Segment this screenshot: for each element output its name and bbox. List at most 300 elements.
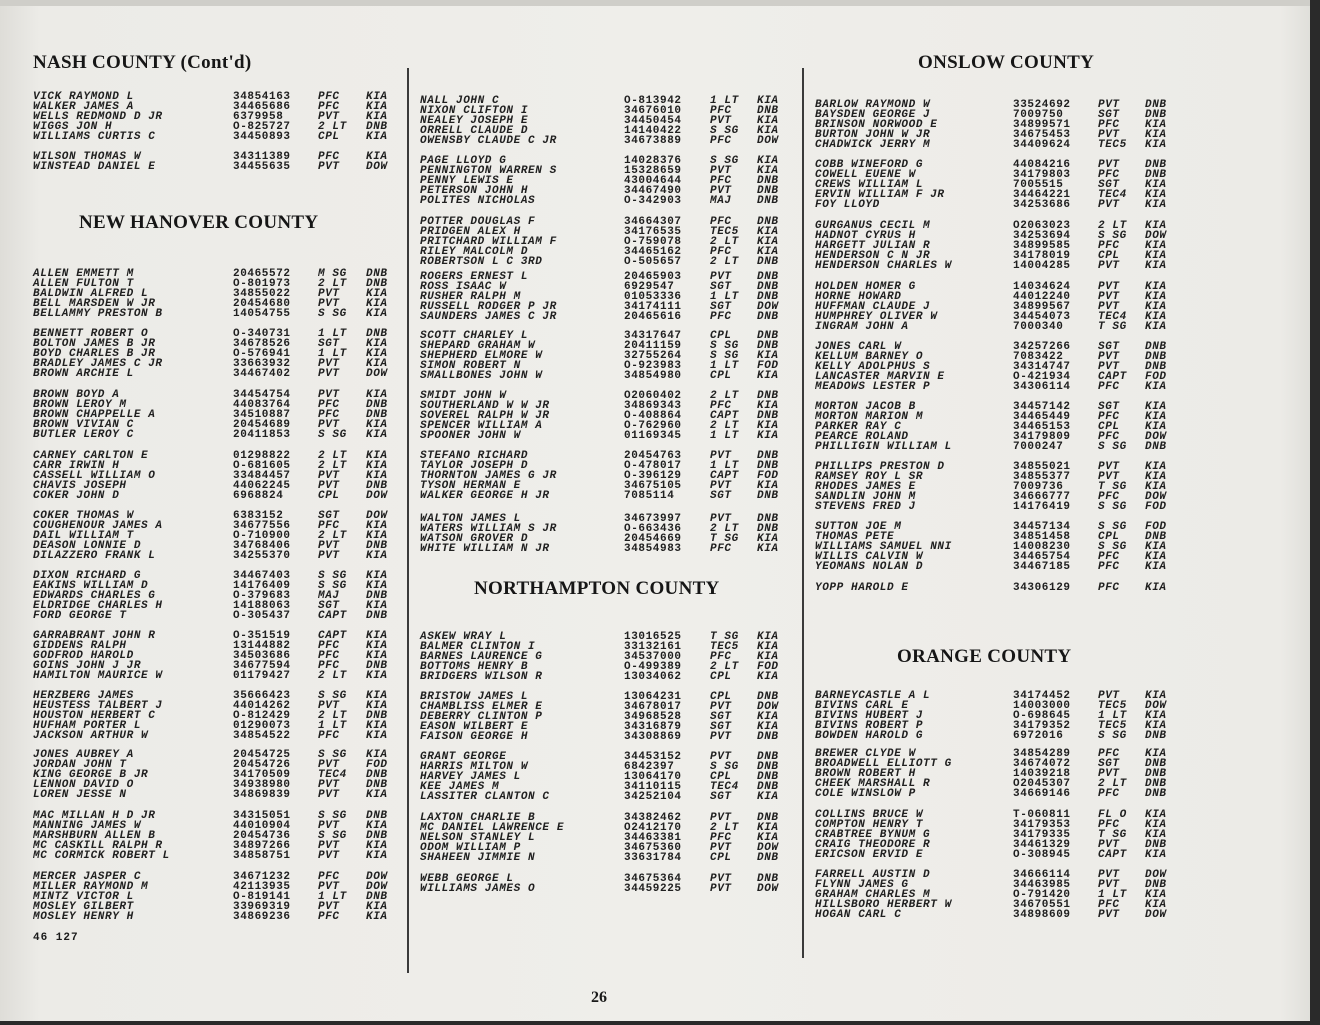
casualty-name: PARKER RAY C [815, 421, 902, 434]
status-code: FOD [757, 661, 779, 674]
serial-number: 34854522 [233, 730, 291, 743]
rank: PFC [710, 246, 732, 259]
casualty-row [815, 583, 1180, 593]
rank: TEC4 [318, 769, 347, 782]
rank: S SG [710, 761, 739, 774]
rank: 2 LT [710, 420, 739, 433]
status-code: KIA [1145, 849, 1167, 862]
serial-number: O-576941 [233, 348, 291, 361]
casualty-name: BROWN ARCHIE L [33, 368, 134, 381]
serial-number: 34306114 [1013, 381, 1071, 394]
status-code: KIA [366, 580, 388, 593]
serial-number: 14028376 [624, 155, 682, 167]
rank: PVT [1098, 99, 1120, 111]
status-code: DNB [1145, 109, 1167, 122]
casualty-name: OWENSBY CLAUDE C JR [420, 135, 557, 148]
page-number: 26 [591, 989, 607, 1006]
serial-number: 34968528 [624, 711, 682, 724]
serial-number: 14008230 [1013, 541, 1071, 554]
casualty-name: POLITES NICHOLAS [420, 195, 536, 208]
serial-number: 7000247 [1013, 441, 1064, 454]
rank: SGT [710, 791, 732, 804]
rank: 1 LT [318, 720, 347, 733]
status-code: DNB [366, 540, 388, 553]
serial-number: 34465754 [1013, 551, 1071, 564]
casualty-name: VICK RAYMOND L [33, 91, 134, 103]
rank: CPL [710, 330, 732, 342]
entry-group [815, 160, 1180, 210]
serial-number: 34409624 [1013, 139, 1071, 152]
casualty-name: RHODES JAMES E [815, 481, 916, 494]
entry-group [33, 329, 398, 379]
rank: PVT [1098, 471, 1120, 484]
casualty-name: BURTON JOHN W JR [815, 129, 931, 142]
casualty-name: PETERSON JOHN H [420, 185, 529, 198]
casualty-row [420, 196, 790, 206]
entry-group [33, 92, 398, 142]
rank: 2 LT [318, 278, 347, 291]
serial-number: O-342903 [624, 195, 682, 208]
casualty-name: BOWDEN HAROLD G [815, 730, 924, 743]
status-code: KIA [1145, 321, 1167, 334]
rank: PFC [1098, 788, 1120, 801]
rank: CAPT [1098, 849, 1127, 862]
casualty-name: SOVEREL RALPH W JR [420, 410, 550, 423]
status-code: DNB [366, 399, 388, 412]
rank: TEC5 [1098, 720, 1127, 733]
casualty-name: ROSS ISAAC W [420, 281, 507, 294]
casualty-name: WILLIAMS SAMUEL NNI [815, 541, 952, 554]
serial-number: 01290073 [233, 720, 291, 733]
casualty-name: PENNINGTON WARREN S [420, 165, 557, 178]
rank: S SG [318, 690, 347, 702]
rank: 1 LT [318, 348, 347, 361]
rank: PVT [318, 470, 340, 483]
entry-group [815, 100, 1180, 150]
casualty-name: BARNES LAURENCE G [420, 651, 543, 664]
entry-group [420, 813, 790, 863]
rank: 2 LT [318, 121, 347, 134]
status-code: DNB [1145, 169, 1167, 182]
casualty-name: PEARCE ROLAND [815, 431, 909, 444]
casualty-name: CRAIG THEODORE R [815, 839, 931, 852]
serial-number: 32755264 [624, 350, 682, 363]
serial-number: 34170509 [233, 769, 291, 782]
casualty-name: SPOONER JOHN W [420, 430, 521, 443]
casualty-row [815, 322, 1180, 332]
casualty-name: MERCER JASPER C [33, 871, 142, 883]
status-code: DNB [757, 195, 779, 208]
casualty-row [33, 309, 398, 319]
casualty-name: HOUSTON HERBERT C [33, 710, 156, 723]
rank: PVT [318, 540, 340, 553]
serial-number: 34670551 [1013, 899, 1071, 912]
casualty-name: SANDLIN JOHN M [815, 491, 916, 504]
serial-number: 34669146 [1013, 788, 1071, 801]
serial-number: O-819141 [233, 891, 291, 904]
status-code: FOD [757, 360, 779, 373]
status-code: KIA [757, 631, 779, 643]
status-code: KIA [757, 711, 779, 724]
status-code: KIA [757, 533, 779, 546]
rank: PVT [710, 271, 732, 283]
rank: S SG [1098, 541, 1127, 554]
rank: CPL [710, 852, 732, 865]
rank: 2 LT [710, 256, 739, 269]
serial-number: 14034624 [1013, 281, 1071, 293]
casualty-name: RAMSEY ROY L SR [815, 471, 924, 484]
serial-number: 33663932 [233, 358, 291, 371]
rank: CPL [318, 131, 340, 144]
serial-number: 33132161 [624, 641, 682, 654]
casualty-name: WALKER JAMES A [33, 101, 134, 114]
casualty-name: SHEPARD GRAHAM W [420, 340, 536, 353]
serial-number: 34467403 [233, 570, 291, 582]
entry-group [815, 749, 1180, 799]
status-code: KIA [1145, 401, 1167, 413]
status-code: KIA [366, 901, 388, 914]
status-code: DOW [1145, 869, 1167, 881]
serial-number: 34899571 [1013, 119, 1071, 132]
entry-group [815, 691, 1180, 741]
serial-number: 34450454 [624, 115, 682, 128]
serial-number: 34674072 [1013, 758, 1071, 771]
rank: PFC [318, 871, 340, 883]
rank: SGT [710, 711, 732, 724]
serial-number: 34454073 [1013, 311, 1071, 324]
rank: TEC4 [1098, 189, 1127, 202]
casualty-name: HOLDEN HOMER G [815, 281, 916, 293]
serial-number: 34854983 [624, 543, 682, 556]
rank: PVT [1098, 768, 1120, 781]
rank: PVT [318, 161, 340, 174]
status-code: DNB [1145, 531, 1167, 544]
casualty-name: INGRAM JOHN A [815, 321, 909, 334]
casualty-name: HARRIS MILTON W [420, 761, 529, 774]
serial-number: 34898609 [1013, 909, 1071, 922]
status-code: DNB [1145, 441, 1167, 454]
casualty-row [33, 162, 398, 172]
status-code: DNB [757, 460, 779, 473]
casualty-name: BELL MARSDEN W JR [33, 298, 156, 311]
rank: MAJ [318, 590, 340, 603]
status-code: DOW [366, 510, 388, 522]
casualty-name: SMALLBONES JOHN W [420, 370, 543, 383]
rank: CPL [318, 490, 340, 503]
status-code: KIA [366, 650, 388, 663]
serial-number: 34678017 [624, 701, 682, 714]
casualty-name: MOSLEY HENRY H [33, 911, 134, 924]
casualty-row [420, 732, 790, 742]
status-code: KIA [1145, 220, 1167, 232]
status-code: DNB [366, 409, 388, 422]
rank: PVT [1098, 351, 1120, 364]
serial-number: 15328659 [624, 165, 682, 178]
casualty-name: THOMAS PETE [815, 531, 895, 544]
serial-number: 34869236 [233, 911, 291, 924]
status-code: KIA [366, 450, 388, 462]
rank: SGT [1098, 758, 1120, 771]
serial-number: 34179353 [1013, 819, 1071, 832]
serial-number: O-791420 [1013, 889, 1071, 902]
casualty-name: MEADOWS LESTER P [815, 381, 931, 394]
serial-number: 34510887 [233, 409, 291, 422]
status-code: KIA [1145, 411, 1167, 424]
rank: PFC [318, 730, 340, 743]
rank: MAJ [710, 195, 732, 208]
status-code: DOW [757, 701, 779, 714]
casualty-name: BROADWELL ELLIOTT G [815, 758, 952, 771]
serial-number: 20454736 [233, 830, 291, 843]
casualty-name: EDWARDS CHARLES G [33, 590, 156, 603]
casualty-name: BOLTON JAMES B JR [33, 338, 156, 351]
casualty-row [33, 912, 398, 922]
rank: PVT [318, 550, 340, 563]
rank: PVT [710, 165, 732, 178]
casualty-row [815, 502, 1180, 512]
rank: 2 LT [710, 822, 739, 835]
rank: PVT [710, 450, 732, 462]
casualty-row [420, 491, 790, 501]
serial-number: 34179335 [1013, 829, 1071, 842]
status-code: DNB [366, 590, 388, 603]
rank: SGT [1098, 179, 1120, 192]
casualty-name: CHEEK MARSHALL R [815, 778, 931, 791]
status-code: KIA [1145, 381, 1167, 394]
status-code: KIA [1145, 829, 1167, 842]
county-heading: NEW HANOVER COUNTY [79, 212, 319, 233]
rank: S SG [710, 155, 739, 167]
casualty-name: BROWN BOYD A [33, 389, 120, 401]
casualty-name: COUGHENOUR JAMES A [33, 520, 163, 533]
scan-edge-right [1310, 0, 1320, 1025]
entry-group [815, 583, 1180, 593]
status-code: KIA [1145, 311, 1167, 324]
casualty-name: BIVINS ROBERT P [815, 720, 924, 733]
rank: PFC [1098, 582, 1120, 594]
casualty-name: MOSLEY GILBERT [33, 901, 134, 914]
rank: T SG [710, 631, 739, 643]
status-code: KIA [366, 911, 388, 924]
entry-group [420, 632, 790, 682]
serial-number: 7085114 [624, 490, 675, 503]
rank: S SG [318, 749, 347, 761]
casualty-name: NELSON STANLEY L [420, 832, 536, 845]
casualty-row [33, 132, 398, 142]
rank: PVT [1098, 839, 1120, 852]
status-code: KIA [1145, 541, 1167, 554]
status-code: KIA [1145, 481, 1167, 494]
casualty-name: ERICSON ERVID E [815, 849, 924, 862]
casualty-name: PRIDGEN ALEX H [420, 226, 521, 239]
status-code: KIA [1145, 690, 1167, 702]
casualty-name: BAYSDEN GEORGE J [815, 109, 931, 122]
rank: S SG [318, 429, 347, 442]
serial-number: 34854289 [1013, 748, 1071, 760]
casualty-row [815, 562, 1180, 572]
casualty-name: SIMON ROBERT N [420, 360, 521, 373]
scan-edge-top [0, 0, 1320, 6]
casualty-name: COLE WINSLOW P [815, 788, 916, 801]
serial-number: 42113935 [233, 881, 291, 894]
serial-number: 34255370 [233, 550, 291, 563]
serial-number: 34851458 [1013, 531, 1071, 544]
casualty-name: BRADLEY JAMES C JR [33, 358, 163, 371]
rank: PFC [318, 409, 340, 422]
serial-number: 34465153 [1013, 421, 1071, 434]
status-code: DNB [1145, 879, 1167, 892]
rank: S SG [710, 350, 739, 363]
casualty-row [420, 672, 790, 682]
casualty-name: MORTON MARION M [815, 411, 924, 424]
casualty-row [815, 140, 1180, 150]
serial-number: 34317647 [624, 330, 682, 342]
casualty-name: SAUNDERS JAMES C JR [420, 311, 557, 324]
status-code: DNB [1145, 361, 1167, 374]
casualty-name: BOTTOMS HENRY B [420, 661, 529, 674]
entry-group [420, 331, 790, 381]
rank: PFC [710, 832, 732, 845]
serial-number: 34453152 [624, 751, 682, 763]
casualty-name: ERVIN WILLIAM F JR [815, 189, 945, 202]
casualty-name: EAKINS WILLIAM D [33, 580, 149, 593]
status-code: DOW [1145, 230, 1167, 243]
rank: PFC [1098, 411, 1120, 424]
casualty-name: DEASON LONNIE D [33, 540, 142, 553]
entry-group [33, 390, 398, 440]
status-code: KIA [757, 430, 779, 443]
casualty-name: CREWS WILLIAM L [815, 179, 924, 192]
entry-group [420, 692, 790, 742]
status-code: DNB [757, 271, 779, 283]
status-code: DNB [757, 330, 779, 342]
status-code: DNB [757, 761, 779, 774]
serial-number: 34174452 [1013, 690, 1071, 702]
entry-group [420, 514, 790, 554]
serial-number: 7005515 [1013, 179, 1064, 192]
status-code: DNB [757, 450, 779, 462]
serial-number: O-663436 [624, 523, 682, 536]
casualty-name: WATERS WILLIAM S JR [420, 523, 557, 536]
serial-number: 34465686 [233, 101, 291, 114]
serial-number: 34315051 [233, 810, 291, 822]
status-code: DNB [757, 513, 779, 525]
rank: PFC [1098, 431, 1120, 444]
status-code: KIA [1145, 582, 1167, 594]
serial-number: 34676010 [624, 105, 682, 118]
rank: PVT [1098, 199, 1120, 212]
casualty-row [815, 442, 1180, 452]
entry-group [33, 691, 398, 741]
rank: CAPT [318, 630, 347, 642]
casualty-name: GURGANUS CECIL M [815, 220, 931, 232]
serial-number: 34461329 [1013, 839, 1071, 852]
casualty-name: SHAHEEN JIMMIE N [420, 852, 536, 865]
status-code: DNB [366, 769, 388, 782]
casualty-name: BIVINS CARL E [815, 700, 909, 713]
casualty-name: GARRABRANT JOHN R [33, 630, 156, 642]
entry-group [815, 462, 1180, 512]
rank: PFC [710, 311, 732, 324]
serial-number: 34677594 [233, 660, 291, 673]
rank: PFC [318, 91, 340, 103]
casualty-name: PENNY LEWIS E [420, 175, 514, 188]
casualty-row [420, 792, 790, 802]
serial-number: 14039218 [1013, 768, 1071, 781]
casualty-name: BRIDGERS WILSON R [420, 671, 543, 684]
rank: 2 LT [710, 390, 739, 402]
casualty-name: NALL JOHN C [420, 95, 500, 107]
status-code: DOW [1145, 491, 1167, 504]
casualty-name: FAISON GEORGE H [420, 731, 529, 744]
rank: PFC [1098, 119, 1120, 132]
rank: T SG [1098, 829, 1127, 842]
casualty-name: CHAMBLISS ELMER E [420, 701, 543, 714]
serial-number: 13034062 [624, 671, 682, 684]
casualty-name: DAIL WILLIAM T [33, 530, 134, 543]
serial-number: 34308869 [624, 731, 682, 744]
serial-number: 34450893 [233, 131, 291, 144]
status-code: KIA [1145, 119, 1167, 132]
status-code: KIA [366, 749, 388, 761]
casualty-name: HEUSTESS TALBERT J [33, 700, 163, 713]
status-code: DNB [366, 278, 388, 291]
casualty-name: GRAHAM CHARLES M [815, 889, 931, 902]
serial-number: O-710900 [233, 530, 291, 543]
casualty-name: MC CORMICK ROBERT L [33, 850, 170, 863]
serial-number: 34854980 [624, 370, 682, 383]
rank: PFC [318, 640, 340, 653]
status-code: FOD [1145, 371, 1167, 384]
status-code: KIA [366, 460, 388, 473]
casualty-name: BOYD CHARLES B JR [33, 348, 156, 361]
status-code: KIA [366, 288, 388, 301]
status-code: KIA [757, 350, 779, 363]
status-code: KIA [366, 630, 388, 642]
rank: CPL [1098, 421, 1120, 434]
serial-number: 34855022 [233, 288, 291, 301]
rank: PVT [318, 480, 340, 493]
casualty-name: CARNEY CARLTON E [33, 450, 149, 462]
serial-number: 14004285 [1013, 260, 1071, 273]
status-code: KIA [366, 389, 388, 401]
casualty-name: DILAZZERO FRANK L [33, 550, 156, 563]
status-code: KIA [1145, 250, 1167, 263]
rank: S SG [710, 340, 739, 353]
serial-number: 34899567 [1013, 301, 1071, 314]
entry-group [33, 511, 398, 561]
rank: PVT [1098, 879, 1120, 892]
serial-number: 34855377 [1013, 471, 1071, 484]
status-code: KIA [1145, 421, 1167, 434]
casualty-name: SUTTON JOE M [815, 521, 902, 533]
serial-number: 6379958 [233, 111, 284, 124]
serial-number: 34675360 [624, 842, 682, 855]
rank: PFC [710, 135, 732, 148]
status-code: KIA [366, 820, 388, 833]
status-code: KIA [757, 370, 779, 383]
serial-number: 44012240 [1013, 291, 1071, 304]
status-code: KIA [366, 789, 388, 802]
rank: PVT [710, 873, 732, 885]
status-code: KIA [366, 690, 388, 702]
serial-number: O-801973 [233, 278, 291, 291]
casualty-name: HILLSBORO HERBERT W [815, 899, 952, 912]
status-code: KIA [1145, 748, 1167, 760]
casualty-name: KING GEORGE B JR [33, 769, 149, 782]
serial-number: 7083422 [1013, 351, 1064, 364]
rank: SGT [710, 281, 732, 294]
